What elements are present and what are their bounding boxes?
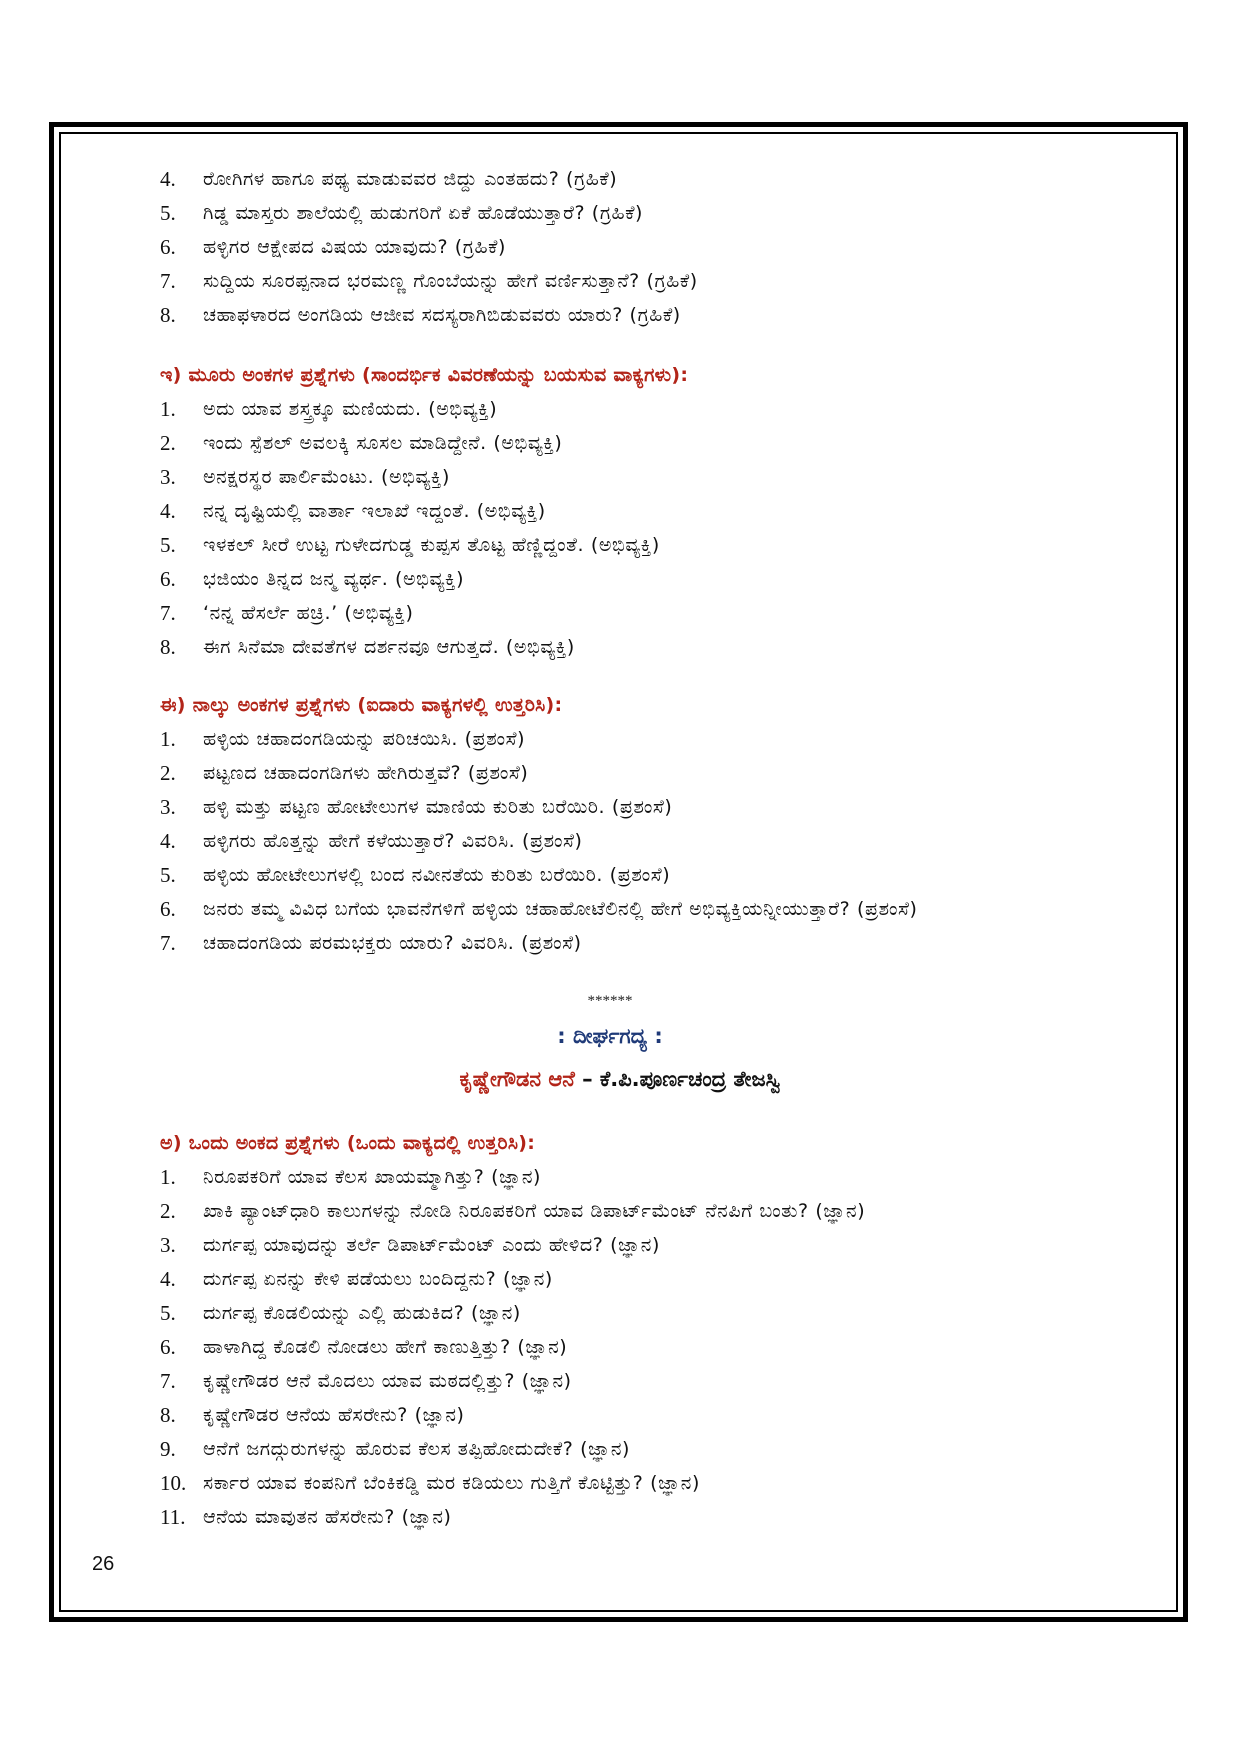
lesson-name: ಕೃಷ್ಣೇಗೌಡನ ಆನೆ [459, 1067, 575, 1091]
question-item: 3. ದುರ್ಗಪ್ಪ ಯಾವುದನ್ನು ತರ್ಲೆ ಡಿಪಾರ್ಟ್‌ಮೆಂಟ್ ಎಂದು ಹೇಳಿದ? (ಜ್ಞಾನ) [160, 1233, 660, 1257]
question-item: 5. ದುರ್ಗಪ್ಪ ಕೊಡಲಿಯನ್ನು ಎಲ್ಲಿ ಹುಡುಕಿದ? (ಜ್ಞಾನ) [160, 1301, 521, 1325]
question-item: 3. ಅನಕ್ಷರಸ್ಥರ ಪಾರ್ಲಿಮೆಂಟು. (ಅಭಿವ್ಯಕ್ತಿ) [160, 465, 450, 489]
question-item: 6. ಹಳ್ಳಿಗರ ಆಕ್ಷೇಪದ ವಿಷಯ ಯಾವುದು? (ಗ್ರಹಿಕೆ) [160, 235, 507, 259]
question-item: 7. ಚಹಾದಂಗಡಿಯ ಪರಮಭಕ್ತರು ಯಾರು? ವಿವರಿಸಿ. (ಪ್ರಶಂಸೆ) [160, 931, 582, 955]
section-separator: ****** [587, 993, 633, 1009]
question-item: 5. ಹಳ್ಳಿಯ ಹೋಟೇಲುಗಳಲ್ಲಿ ಬಂದ ನವೀನತೆಯ ಕುರಿತು ಬರೆಯಿರಿ. (ಪ್ರಶಂಸೆ) [160, 863, 671, 887]
question-item: 7. ಕೃಷ್ಣೇಗೌಡರ ಆನೆ ಮೊದಲು ಯಾವ ಮಠದಲ್ಲಿತ್ತು? (ಜ್ಞಾನ) [160, 1369, 572, 1393]
question-item: 5. ಗಿಡ್ಡ ಮಾಸ್ತರು ಶಾಲೆಯಲ್ಲಿ ಹುಡುಗರಿಗೆ ಏಕೆ ಹೊಡೆಯುತ್ತಾರೆ? (ಗ್ರಹಿಕೆ) [160, 201, 644, 225]
question-item: 1. ಅದು ಯಾವ ಶಸ್ತ್ರಕ್ಕೂ ಮಣಿಯದು. (ಅಭಿವ್ಯಕ್ತಿ) [160, 397, 498, 421]
question-item: 10. ಸರ್ಕಾರ ಯಾವ ಕಂಪನಿಗೆ ಬೆಂಕಿಕಡ್ಡಿ ಮರ ಕಡಿಯಲು ಗುತ್ತಿಗೆ ಕೊಟ್ಟಿತ್ತು? (ಜ್ಞಾನ) [160, 1471, 700, 1495]
section-heading-three-marks: ಇ) ಮೂರು ಅಂಕಗಳ ಪ್ರಶ್ನೆಗಳು (ಸಾಂದರ್ಭಿಕ ವಿವರಣೆಯನ್ನು ಬಯಸುವ ವಾಕ್ಯಗಳು): [160, 364, 689, 386]
question-list-three-marks [160, 392, 1120, 664]
question-item: 7. ಸುದ್ದಿಯ ಸೂರಪ್ಪನಾದ ಭರಮಣ್ಣ ಗೊಂಬೆಯನ್ನು ಹೇಗೆ ವರ್ಣಿಸುತ್ತಾನೆ? (ಗ್ರಹಿಕೆ) [160, 269, 698, 293]
question-list-one-mark [160, 1160, 1120, 1534]
question-item: 2. ಪಟ್ಟಣದ ಚಹಾದಂಗಡಿಗಳು ಹೇಗಿರುತ್ತವೆ? (ಪ್ರಶಂಸೆ) [160, 761, 529, 785]
lesson-title [160, 1056, 1120, 1102]
question-item: 8. ಈಗ ಸಿನೆಮಾ ದೇವತೆಗಳ ದರ್ಶನವೂ ಆಗುತ್ತದೆ. (ಅಭಿವ್ಯಕ್ತಿ) [160, 635, 575, 659]
question-item: 8. ಕೃಷ್ಣೇಗೌಡರ ಆನೆಯ ಹೆಸರೇನು? (ಜ್ಞಾನ) [160, 1403, 465, 1427]
question-item: 1. ನಿರೂಪಕರಿಗೆ ಯಾವ ಕೆಲಸ ಖಾಯಮ್ಮಾಗಿತ್ತು? (ಜ್ಞಾನ) [160, 1165, 542, 1189]
question-item: 5. ಇಳಕಲ್ ಸೀರೆ ಉಟ್ಟ ಗುಳೇದಗುಡ್ಡ ಕುಪ್ಪಸ ತೊಟ್ಟ ಹೆಣ್ಣಿದ್ದಂತೆ. (ಅಭಿವ್ಯಕ್ತಿ) [160, 533, 660, 557]
question-list-top [160, 162, 1120, 332]
question-item: 1. ಹಳ್ಳಿಯ ಚಹಾದಂಗಡಿಯನ್ನು ಪರಿಚಯಿಸಿ. (ಪ್ರಶಂಸೆ) [160, 727, 526, 751]
question-item: 7. ‘ನನ್ನ ಹೆಸರ್ಲೆ ಹಚ್ರಿ.’ (ಅಭಿವ್ಯಕ್ತಿ) [160, 601, 414, 625]
page-number: 26 [92, 1553, 115, 1575]
prose-section-title: : ದೀರ್ಘಗದ್ಯ : [557, 1024, 663, 1048]
question-item: 9. ಆನೆಗೆ ಜಗದ್ಗುರುಗಳನ್ನು ಹೊರುವ ಕೆಲಸ ತಪ್ಪಿಹೋದುದೇಕೆ? (ಜ್ಞಾನ) [160, 1437, 631, 1461]
question-list-four-marks [160, 722, 1120, 960]
section-heading-four-marks: ಈ) ನಾಲ್ಕು ಅಂಕಗಳ ಪ್ರಶ್ನೆಗಳು (ಐದಾರು ವಾಕ್ಯಗಳಲ್ಲಿ ಉತ್ತರಿಸಿ): [160, 694, 563, 716]
question-item: 6. ಹಾಳಾಗಿದ್ದ ಕೊಡಲಿ ನೋಡಲು ಹೇಗೆ ಕಾಣುತ್ತಿತ್ತು? (ಜ್ಞಾನ) [160, 1335, 568, 1359]
question-item: 4. ರೋಗಿಗಳ ಹಾಗೂ ಪಥ್ಯ ಮಾಡುವವರ ಜಿದ್ದು ಎಂತಹದು? (ಗ್ರಹಿಕೆ) [160, 167, 618, 191]
question-item: 8. ಚಹಾಫಳಾರದ ಅಂಗಡಿಯ ಆಜೀವ ಸದಸ್ಯರಾಗಿಬಿಡುವವರು ಯಾರು? (ಗ್ರಹಿಕೆ) [160, 303, 681, 327]
question-item: 4. ಹಳ್ಳಿಗರು ಹೊತ್ತನ್ನು ಹೇಗೆ ಕಳೆಯುತ್ತಾರೆ? ವಿವರಿಸಿ. (ಪ್ರಶಂಸೆ) [160, 829, 583, 853]
question-item: 2. ಇಂದು ಸ್ಪೆಶಲ್ ಅವಲಕ್ಕಿ ಸೂಸಲ ಮಾಡಿದ್ದೇನೆ. (ಅಭಿವ್ಯಕ್ತಿ) [160, 431, 563, 455]
lesson-dash: – [574, 1067, 600, 1091]
lesson-author: ಕೆ.ಪಿ.ಪೂರ್ಣಚಂದ್ರ ತೇಜಸ್ವಿ [599, 1067, 781, 1091]
document-body [160, 162, 1120, 1534]
question-item: 11. ಆನೆಯ ಮಾವುತನ ಹೆಸರೇನು? (ಜ್ಞಾನ) [160, 1505, 452, 1529]
question-item: 6. ಜನರು ತಮ್ಮ ವಿವಿಧ ಬಗೆಯ ಭಾವನೆಗಳಿಗೆ ಹಳ್ಳಿಯ ಚಹಾಹೋಟೆಲಿನಲ್ಲಿ ಹೇಗೆ ಅಭಿವ್ಯಕ್ತಿಯನ್ನೀಯುತ್ತಾರೆ? (ಪ್ರಶಂಸೆ) [160, 897, 918, 921]
question-item: 4. ದುರ್ಗಪ್ಪ ಏನನ್ನು ಕೇಳಿ ಪಡೆಯಲು ಬಂದಿದ್ದನು? (ಜ್ಞಾನ) [160, 1267, 553, 1291]
question-item: 6. ಭಜಿಯಂ ತಿನ್ನದ ಜನ್ಮ ವ್ಯರ್ಥ. (ಅಭಿವ್ಯಕ್ತಿ) [160, 567, 465, 591]
section-heading-one-mark: ಅ) ಒಂದು ಅಂಕದ ಪ್ರಶ್ನೆಗಳು (ಒಂದು ವಾಕ್ಯದಲ್ಲಿ ಉತ್ತರಿಸಿ): [160, 1132, 536, 1154]
question-item: 3. ಹಳ್ಳಿ ಮತ್ತು ಪಟ್ಟಣ ಹೋಟೇಲುಗಳ ಮಾಣಿಯ ಕುರಿತು ಬರೆಯಿರಿ. (ಪ್ರಶಂಸೆ) [160, 795, 673, 819]
question-item: 4. ನನ್ನ ದೃಷ್ಟಿಯಲ್ಲಿ ವಾರ್ತಾ ಇಲಾಖೆ ಇದ್ದಂತೆ. (ಅಭಿವ್ಯಕ್ತಿ) [160, 499, 546, 523]
question-item: 2. ಖಾಕಿ ಪ್ಯಾಂಟ್‌ಧಾರಿ ಕಾಲುಗಳನ್ನು ನೋಡಿ ನಿರೂಪಕರಿಗೆ ಯಾವ ಡಿಪಾರ್ಟ್‌ಮೆಂಟ್ ನೆನಪಿಗೆ ಬಂತು? (ಜ್ಞಾನ) [160, 1199, 866, 1223]
